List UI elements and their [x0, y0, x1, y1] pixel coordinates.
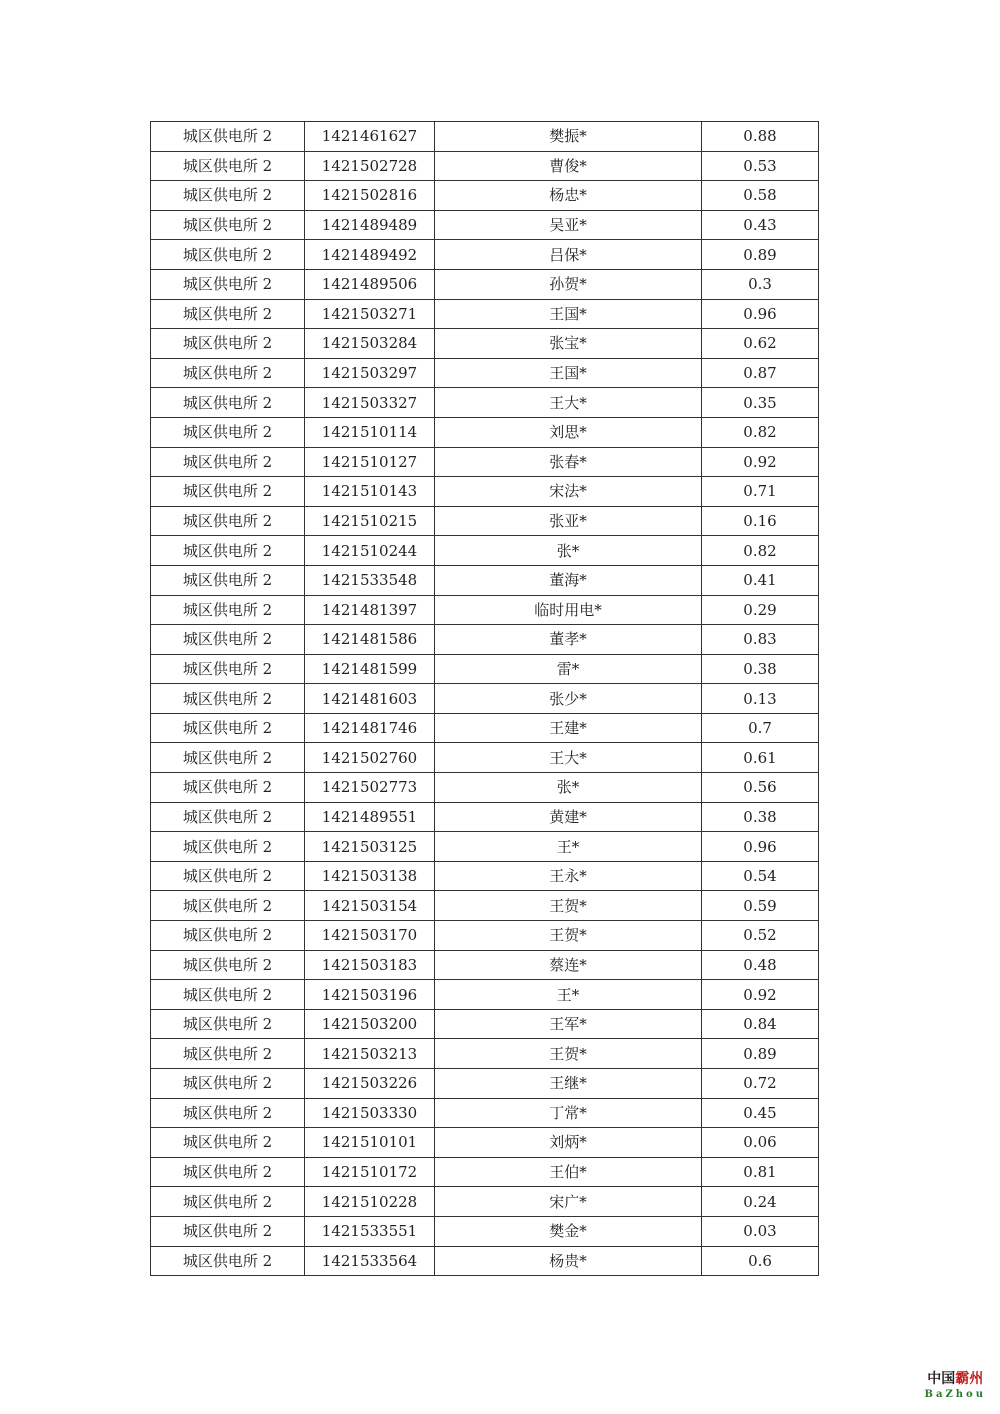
- account-number-cell: 1421503226: [305, 1069, 435, 1099]
- table-row: [151, 654, 819, 684]
- account-number-cell: 1421489551: [305, 802, 435, 832]
- value-cell: 0.38: [702, 654, 819, 684]
- station-cell: 城区供电所 2: [151, 802, 305, 832]
- value-cell: 0.59: [702, 891, 819, 921]
- value-cell: 0.48: [702, 950, 819, 980]
- table-row: [151, 240, 819, 270]
- account-number-cell: 1421510215: [305, 506, 435, 536]
- account-number-cell: 1421503297: [305, 358, 435, 388]
- customer-name-cell: 吴亚*: [435, 210, 702, 240]
- account-number-cell: 1421461627: [305, 122, 435, 152]
- station-cell: 城区供电所 2: [151, 1128, 305, 1158]
- station-cell: 城区供电所 2: [151, 1009, 305, 1039]
- watermark-title-bazhou: 霸州: [955, 1371, 984, 1387]
- table-row: [151, 832, 819, 862]
- value-cell: 0.89: [702, 240, 819, 270]
- customer-name-cell: 王国*: [435, 299, 702, 329]
- table-row: [151, 1009, 819, 1039]
- value-cell: 0.41: [702, 565, 819, 595]
- customer-name-cell: 王大*: [435, 743, 702, 773]
- customer-name-cell: 王国*: [435, 358, 702, 388]
- customer-name-cell: 董孝*: [435, 625, 702, 655]
- value-cell: 0.71: [702, 477, 819, 507]
- account-number-cell: 1421489506: [305, 269, 435, 299]
- table-row: [151, 447, 819, 477]
- station-cell: 城区供电所 2: [151, 713, 305, 743]
- customer-name-cell: 王*: [435, 980, 702, 1010]
- table-row: [151, 743, 819, 773]
- customer-name-cell: 张亚*: [435, 506, 702, 536]
- value-cell: 0.82: [702, 536, 819, 566]
- customer-name-cell: 王军*: [435, 1009, 702, 1039]
- account-number-cell: 1421503284: [305, 329, 435, 359]
- customer-name-cell: 王伯*: [435, 1157, 702, 1187]
- value-cell: 0.61: [702, 743, 819, 773]
- customer-name-cell: 雷*: [435, 654, 702, 684]
- customer-name-cell: 王大*: [435, 388, 702, 418]
- customer-name-cell: 王贺*: [435, 891, 702, 921]
- account-number-cell: 1421502773: [305, 773, 435, 803]
- value-cell: 0.88: [702, 122, 819, 152]
- customer-name-cell: 张春*: [435, 447, 702, 477]
- station-cell: 城区供电所 2: [151, 595, 305, 625]
- station-cell: 城区供电所 2: [151, 181, 305, 211]
- customer-name-cell: 刘炳*: [435, 1128, 702, 1158]
- account-number-cell: 1421503170: [305, 921, 435, 951]
- value-cell: 0.29: [702, 595, 819, 625]
- station-cell: 城区供电所 2: [151, 122, 305, 152]
- station-cell: 城区供电所 2: [151, 151, 305, 181]
- account-number-cell: 1421510172: [305, 1157, 435, 1187]
- account-number-cell: 1421510127: [305, 447, 435, 477]
- table-row: [151, 950, 819, 980]
- value-cell: 0.72: [702, 1069, 819, 1099]
- station-cell: 城区供电所 2: [151, 210, 305, 240]
- customer-name-cell: 杨忠*: [435, 181, 702, 211]
- watermark-title: [925, 1368, 986, 1388]
- account-number-cell: 1421481603: [305, 684, 435, 714]
- account-number-cell: 1421503200: [305, 1009, 435, 1039]
- account-number-cell: 1421503154: [305, 891, 435, 921]
- account-number-cell: 1421503330: [305, 1098, 435, 1128]
- value-cell: 0.58: [702, 181, 819, 211]
- account-number-cell: 1421533548: [305, 565, 435, 595]
- station-cell: 城区供电所 2: [151, 536, 305, 566]
- value-cell: 0.87: [702, 358, 819, 388]
- table-row: [151, 1128, 819, 1158]
- account-number-cell: 1421503196: [305, 980, 435, 1010]
- table-row: [151, 1187, 819, 1217]
- account-number-cell: 1421510114: [305, 417, 435, 447]
- station-cell: 城区供电所 2: [151, 358, 305, 388]
- table-row: [151, 980, 819, 1010]
- table-row: [151, 358, 819, 388]
- table-row: [151, 181, 819, 211]
- value-cell: 0.56: [702, 773, 819, 803]
- table-row: [151, 891, 819, 921]
- station-cell: 城区供电所 2: [151, 1187, 305, 1217]
- table-row: [151, 1246, 819, 1276]
- table-row: [151, 536, 819, 566]
- value-cell: 0.24: [702, 1187, 819, 1217]
- station-cell: 城区供电所 2: [151, 477, 305, 507]
- table-row: [151, 921, 819, 951]
- value-cell: 0.53: [702, 151, 819, 181]
- table-row: [151, 802, 819, 832]
- station-cell: 城区供电所 2: [151, 654, 305, 684]
- account-number-cell: 1421503213: [305, 1039, 435, 1069]
- account-number-cell: 1421503327: [305, 388, 435, 418]
- value-cell: 0.6: [702, 1246, 819, 1276]
- table-row: [151, 388, 819, 418]
- station-cell: 城区供电所 2: [151, 743, 305, 773]
- table-row: [151, 861, 819, 891]
- table-row: [151, 773, 819, 803]
- customer-name-cell: 吕保*: [435, 240, 702, 270]
- value-cell: 0.06: [702, 1128, 819, 1158]
- account-number-cell: 1421481599: [305, 654, 435, 684]
- customer-name-cell: 王继*: [435, 1069, 702, 1099]
- table-row: [151, 417, 819, 447]
- account-number-cell: 1421502760: [305, 743, 435, 773]
- value-cell: 0.96: [702, 299, 819, 329]
- value-cell: 0.43: [702, 210, 819, 240]
- customer-name-cell: 宋广*: [435, 1187, 702, 1217]
- value-cell: 0.89: [702, 1039, 819, 1069]
- value-cell: 0.52: [702, 921, 819, 951]
- customer-name-cell: 蔡连*: [435, 950, 702, 980]
- value-cell: 0.54: [702, 861, 819, 891]
- table-row: [151, 684, 819, 714]
- station-cell: 城区供电所 2: [151, 950, 305, 980]
- customer-name-cell: 刘思*: [435, 417, 702, 447]
- station-cell: 城区供电所 2: [151, 1098, 305, 1128]
- customer-name-cell: 王*: [435, 832, 702, 862]
- account-number-cell: 1421489489: [305, 210, 435, 240]
- table-row: [151, 299, 819, 329]
- account-number-cell: 1421510143: [305, 477, 435, 507]
- table-row: [151, 713, 819, 743]
- value-cell: 0.96: [702, 832, 819, 862]
- station-cell: 城区供电所 2: [151, 891, 305, 921]
- value-cell: 0.83: [702, 625, 819, 655]
- value-cell: 0.45: [702, 1098, 819, 1128]
- station-cell: 城区供电所 2: [151, 240, 305, 270]
- station-cell: 城区供电所 2: [151, 625, 305, 655]
- value-cell: 0.92: [702, 447, 819, 477]
- customer-name-cell: 张宝*: [435, 329, 702, 359]
- value-cell: 0.62: [702, 329, 819, 359]
- account-number-cell: 1421502728: [305, 151, 435, 181]
- value-cell: 0.16: [702, 506, 819, 536]
- value-cell: 0.35: [702, 388, 819, 418]
- value-cell: 0.3: [702, 269, 819, 299]
- account-number-cell: 1421533564: [305, 1246, 435, 1276]
- customer-name-cell: 王建*: [435, 713, 702, 743]
- account-number-cell: 1421533551: [305, 1216, 435, 1246]
- customer-name-cell: 孙贺*: [435, 269, 702, 299]
- table-row: [151, 210, 819, 240]
- customer-name-cell: 董海*: [435, 565, 702, 595]
- account-number-cell: 1421503138: [305, 861, 435, 891]
- table-row: [151, 506, 819, 536]
- station-cell: 城区供电所 2: [151, 1246, 305, 1276]
- station-cell: 城区供电所 2: [151, 299, 305, 329]
- account-number-cell: 1421489492: [305, 240, 435, 270]
- data-table: [150, 121, 819, 1276]
- table-row: [151, 595, 819, 625]
- station-cell: 城区供电所 2: [151, 980, 305, 1010]
- site-watermark-logo: [925, 1368, 986, 1400]
- customer-name-cell: 王贺*: [435, 921, 702, 951]
- station-cell: 城区供电所 2: [151, 832, 305, 862]
- value-cell: 0.82: [702, 417, 819, 447]
- value-cell: 0.92: [702, 980, 819, 1010]
- station-cell: 城区供电所 2: [151, 269, 305, 299]
- table-row: [151, 1069, 819, 1099]
- table-row: [151, 1157, 819, 1187]
- station-cell: 城区供电所 2: [151, 1216, 305, 1246]
- customer-name-cell: 宋法*: [435, 477, 702, 507]
- table-row: [151, 329, 819, 359]
- customer-name-cell: 临时用电*: [435, 595, 702, 625]
- station-cell: 城区供电所 2: [151, 329, 305, 359]
- customer-name-cell: 张*: [435, 773, 702, 803]
- account-number-cell: 1421510228: [305, 1187, 435, 1217]
- account-number-cell: 1421510101: [305, 1128, 435, 1158]
- table-row: [151, 625, 819, 655]
- value-cell: 0.81: [702, 1157, 819, 1187]
- table-row: [151, 1098, 819, 1128]
- table-row: [151, 565, 819, 595]
- account-number-cell: 1421503183: [305, 950, 435, 980]
- value-cell: 0.7: [702, 713, 819, 743]
- station-cell: 城区供电所 2: [151, 565, 305, 595]
- value-cell: 0.84: [702, 1009, 819, 1039]
- table-row: [151, 1216, 819, 1246]
- station-cell: 城区供电所 2: [151, 1039, 305, 1069]
- customer-name-cell: 丁常*: [435, 1098, 702, 1128]
- value-cell: 0.03: [702, 1216, 819, 1246]
- station-cell: 城区供电所 2: [151, 861, 305, 891]
- customer-name-cell: 樊金*: [435, 1216, 702, 1246]
- station-cell: 城区供电所 2: [151, 417, 305, 447]
- table-row: [151, 151, 819, 181]
- table-row: [151, 477, 819, 507]
- station-cell: 城区供电所 2: [151, 388, 305, 418]
- customer-name-cell: 张*: [435, 536, 702, 566]
- table-row: [151, 269, 819, 299]
- account-number-cell: 1421481397: [305, 595, 435, 625]
- customer-name-cell: 王贺*: [435, 1039, 702, 1069]
- table-row: [151, 1039, 819, 1069]
- station-cell: 城区供电所 2: [151, 447, 305, 477]
- customer-name-cell: 张少*: [435, 684, 702, 714]
- table-body: [151, 122, 819, 1276]
- value-cell: 0.13: [702, 684, 819, 714]
- watermark-subtitle: BaZhou: [924, 1389, 986, 1400]
- customer-name-cell: 王永*: [435, 861, 702, 891]
- account-number-cell: 1421502816: [305, 181, 435, 211]
- station-cell: 城区供电所 2: [151, 684, 305, 714]
- station-cell: 城区供电所 2: [151, 773, 305, 803]
- customer-name-cell: 樊振*: [435, 122, 702, 152]
- table-row: [151, 122, 819, 152]
- account-number-cell: 1421481586: [305, 625, 435, 655]
- customer-name-cell: 杨贵*: [435, 1246, 702, 1276]
- account-number-cell: 1421503271: [305, 299, 435, 329]
- station-cell: 城区供电所 2: [151, 921, 305, 951]
- account-number-cell: 1421503125: [305, 832, 435, 862]
- customer-name-cell: 曹俊*: [435, 151, 702, 181]
- account-number-cell: 1421481746: [305, 713, 435, 743]
- account-number-cell: 1421510244: [305, 536, 435, 566]
- watermark-title-china: 中国: [927, 1371, 956, 1387]
- value-cell: 0.38: [702, 802, 819, 832]
- data-table-container: [150, 121, 818, 1276]
- station-cell: 城区供电所 2: [151, 506, 305, 536]
- customer-name-cell: 黄建*: [435, 802, 702, 832]
- station-cell: 城区供电所 2: [151, 1069, 305, 1099]
- station-cell: 城区供电所 2: [151, 1157, 305, 1187]
